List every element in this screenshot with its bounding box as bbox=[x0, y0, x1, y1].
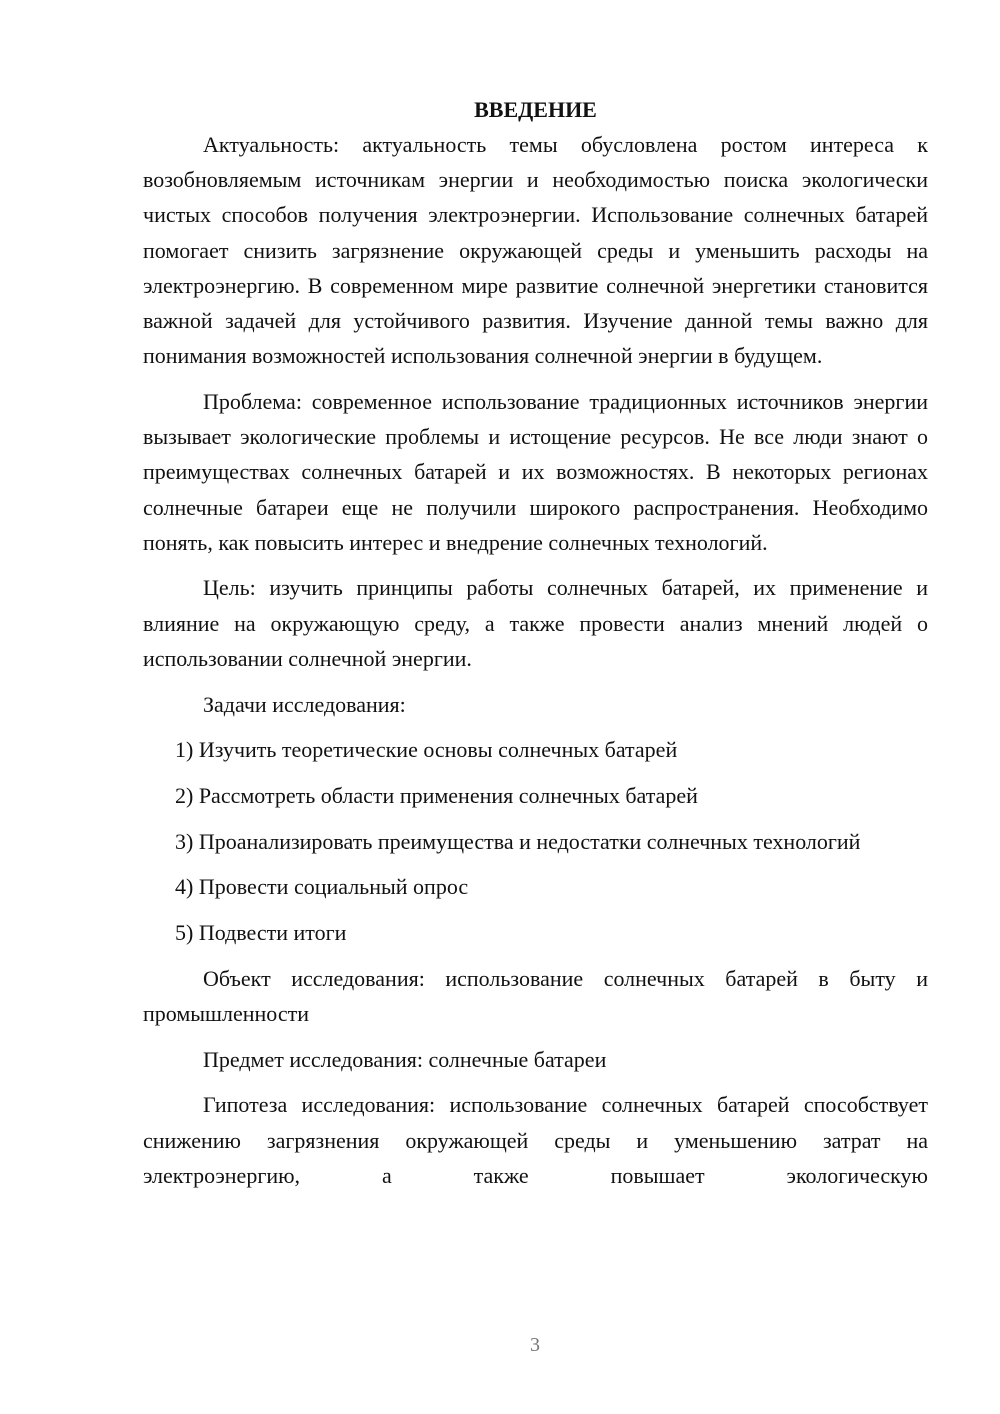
page-number: 3 bbox=[530, 1334, 540, 1356]
task-item-1: 1) Изучить теоретические основы солнечных батарей bbox=[175, 737, 678, 763]
paragraph-hypothesis: Гипотеза исследования: использование солнечных батарей способствует снижению загрязнения окружающей среды и уменьшению затрат на электроэнергию, а также повышает экологическую bbox=[143, 1092, 928, 1188]
paragraph-goal: Цель: изучить принципы работы солнечных батарей, их применение и влияние на окружающую среду, а также провести анализ мнений людей о использовании солнечной энергии. bbox=[143, 575, 928, 671]
paragraph-object: Объект исследования: использование солнечных батарей в быту и промышленности bbox=[143, 965, 928, 1026]
paragraph-subject: Предмет исследования: солнечные батареи bbox=[203, 1046, 607, 1072]
paragraph-relevance: Актуальность: актуальность темы обусловлена ростом интереса к возобновляемым источникам энергии и необходимостью поиска экологически чистых способов получения электроэнергии. Использование солнечных батарей помогает снизить загрязнение окружающей среды и уменьшить расходы на электроэнергию. В современном мире развитие солнечной энергетики становится важной задачей для устойчивого развития. Изучение данной темы важно для понимания возможностей использования солнечной энергии в будущем. bbox=[143, 132, 928, 369]
page-title: ВВЕДЕНИЕ bbox=[474, 97, 597, 122]
task-item-2: 2) Рассмотреть области применения солнечных батарей bbox=[175, 782, 698, 808]
task-item-5: 5) Подвести итоги bbox=[175, 920, 347, 946]
paragraph-problem: Проблема: современное использование традиционных источников энергии вызывает экологические проблемы и истощение ресурсов. Не все люди знают о преимуществах солнечных батарей и их возможностях. В некоторых регионах солнечные батареи еще не получили широкого распространения. Необходимо понять, как повысить интерес и внедрение солнечных технологий. bbox=[143, 388, 928, 555]
document-page bbox=[143, 92, 928, 1203]
tasks-title: Задачи исследования: bbox=[203, 691, 406, 717]
task-item-3: 3) Проанализировать преимущества и недостатки солнечных технологий bbox=[175, 828, 861, 854]
task-item-4: 4) Провести социальный опрос bbox=[175, 874, 469, 900]
